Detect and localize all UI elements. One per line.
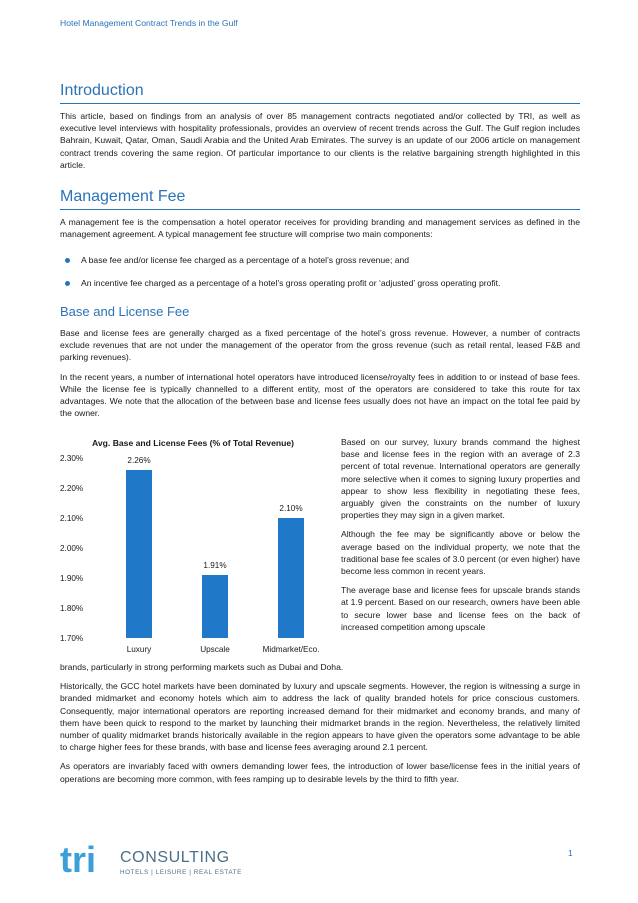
y-tick-label: 2.00% — [60, 544, 84, 553]
base-license-paragraph-4: As operators are invariably faced with owners demanding lower fees, the introduction of lower base/license fees in the initial years of operations are becoming more common, with fees ramping up to desirable levels by the third to fifth year. — [60, 761, 580, 784]
bar-value-label: 2.26% — [127, 456, 151, 465]
side-paragraph-3: The average base and license fees for upscale brands stands at 1.9 percent. Based on our research, owners have been able to secure lower base and license fees on the back of increased competition among upscale — [341, 585, 580, 632]
side-paragraph-3-continued: brands, particularly in strong performing markets such as Dubai and Doha. — [60, 662, 344, 672]
side-paragraph-1: Based on our survey, luxury brands command the highest base and license fees in the region with an average of 2.3 percent of total revenue. International operators are generally more selective when it comes to signing luxury properties and appear to show less flexibility in negotiating these fees, arguably given the constraints on the number of luxury properties they may sign in a given market. — [341, 437, 580, 521]
introduction-paragraph: This article, based on findings from an analysis of over 85 management contracts negotiated and/or collected by TRI, as well as executive level interviews with hospitality professionals, provides an overview of recent trends across the Gulf. The Gulf region includes Bahrain, Kuwait, Qatar, Oman, Saudi Arabia and the United Arab Emirates. The survey is an update of our 2006 article on management contract trends covering the same region. Of particular importance to our clients is the relative bargaining strength highlighted in this article. — [60, 111, 580, 170]
bullet-icon — [65, 281, 70, 286]
bullet-icon — [65, 258, 70, 263]
y-tick-label: 1.80% — [60, 604, 84, 613]
logo-word-tri: tri — [60, 839, 96, 880]
logo-tagline: HOTELS | LEISURE | REAL ESTATE — [120, 869, 242, 876]
bar-upscale — [202, 575, 228, 638]
section-base-license-fee — [60, 304, 580, 419]
section-management-fee — [60, 188, 580, 240]
section-continuation — [60, 661, 580, 785]
y-tick-label: 2.30% — [60, 454, 84, 463]
bar-luxury — [126, 470, 152, 638]
running-header: Hotel Management Contract Trends in the Gulf — [60, 18, 238, 28]
x-tick-label: Midmarket/Eco. — [262, 645, 320, 654]
chart-title: Avg. Base and License Fees (% of Total Revenue) — [92, 438, 295, 448]
side-paragraph-2: Although the fee may be significantly above or below the average based on the individual property, we note that the traditional base fee scales of 3.0 percent (or even higher) have become less common in recent years. — [341, 529, 580, 577]
bar-midmarket-eco- — [278, 518, 304, 638]
base-license-fee-chart — [60, 432, 336, 658]
base-license-paragraph-1: Base and license fees are generally charged as a fixed percentage of the hotel’s gross revenue. However, a number of contracts exclude revenues that are not under the management of the operator from the gross revenue (such as retail rental, leased F&B and parking revenues). — [60, 328, 580, 363]
bullet-item: An incentive fee charged as a percentage of a hotel’s gross operating profit or ‘adjusted’ gross operating profit. — [60, 277, 580, 289]
x-tick-label: Luxury — [126, 645, 152, 654]
y-tick-label: 2.10% — [60, 514, 84, 523]
section-introduction — [60, 82, 580, 171]
introduction-heading: Introduction — [60, 82, 580, 104]
tri-consulting-logo — [60, 838, 260, 883]
x-tick-label: Upscale — [200, 645, 230, 654]
y-tick-label: 1.90% — [60, 574, 84, 583]
bar-value-label: 2.10% — [279, 504, 303, 513]
bullet-item: A base fee and/or license fee charged as a percentage of a hotel’s gross revenue; and — [60, 254, 580, 266]
base-license-paragraph-2: In the recent years, a number of international hotel operators have introduced license/royalty fees in addition to or instead of base fees. While the license fee is typically channelled to a different entity, most of the operators are considered to take this route for tax advantages. We note that the allocation of the between base and license fees usually does not have an impact on the total fee paid by the owner. — [60, 371, 580, 419]
base-license-paragraph-3: Historically, the GCC hotel markets have been dominated by luxury and upscale segments. However, the region is witnessing a surge in branded midmarket and economy hotels which aim to address the lack of quality branded hotels for price conscious customers. Consequently, major international operators are reporting increased demand for their midmarket and economy brands, and many of them have been quick to respond to the market by launching their midmarket brands in the region. Nevertheless, the relatively limited number of quality midmarket brands historically available in the region appears to have given the operators some advantage to be able to charge higher fees for these brands, with base and license fees averaging around 2.1 percent. — [60, 681, 580, 753]
y-tick-label: 2.20% — [60, 484, 84, 493]
logo-word-consulting: CONSULTING — [120, 849, 230, 866]
chart-side-column — [341, 436, 580, 633]
page-number: 1 — [568, 848, 573, 858]
management-fee-heading: Management Fee — [60, 188, 580, 210]
management-fee-bullets — [60, 254, 580, 300]
base-license-heading: Base and License Fee — [60, 304, 190, 319]
management-fee-paragraph: A management fee is the compensation a hotel operator receives for providing branding and management services as defined in the management agreement. A typical management fee structure will comprise two main components: — [60, 217, 580, 240]
y-tick-label: 1.70% — [60, 634, 84, 643]
bar-value-label: 1.91% — [203, 561, 227, 570]
